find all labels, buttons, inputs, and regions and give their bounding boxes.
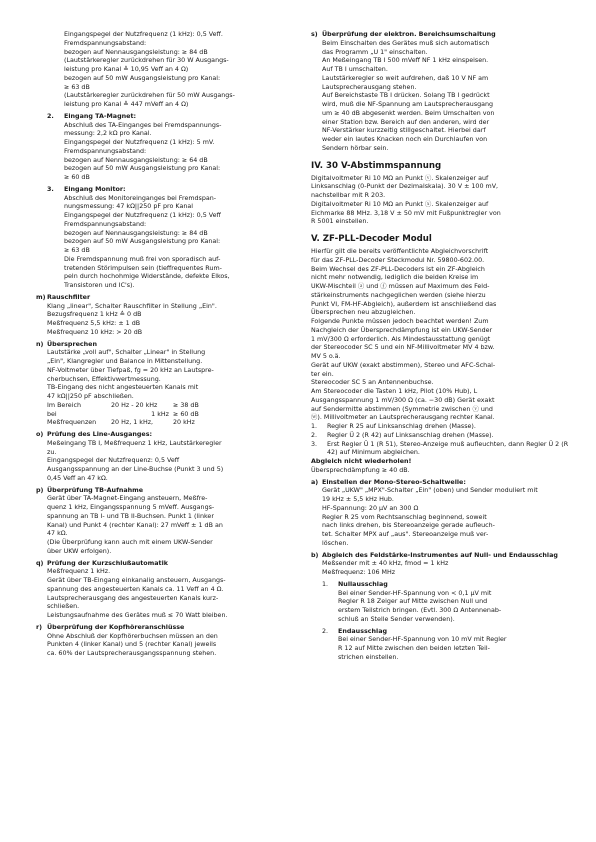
text-line: Meßfrequenz 10 kHz: > 20 dB [47, 328, 143, 336]
text-line: einer Station bzw. Bereich auf den anderen, wird der [322, 118, 490, 126]
sub-item-nullausschlag [322, 581, 573, 625]
section-letter: s) [311, 31, 318, 38]
table-cell: 1 kHz [151, 410, 169, 418]
text-line: Fremdspannungsabstand: [64, 147, 147, 155]
text-line: auf Sendermitte abstimmen (Symmetrie zwischen ⓥ und [311, 405, 493, 413]
text-line: Punkten 4 (linker Kanal) und 5 (rechter Kanal) jeweils [47, 641, 217, 649]
text-line: nach links drehen, bis Stereoanzeige gerade aufleuch- [322, 522, 495, 530]
text-line: peln durch hochohmige Widerstände, defekte Elkos, [64, 273, 230, 281]
section-number: 2. [47, 112, 54, 120]
step-text: Erst Regler Ü 1 (R 51), Stereo-Anzeige muß aufleuchten, dann Regler Ü 2 (R 42) auf Minimum abgleichen. [327, 440, 569, 457]
text-line: Übersprechdämpfung ≥ 40 dB. [311, 466, 410, 474]
text-line: Die Fremdspannung muß frei von sporadisch auf- [64, 255, 221, 263]
section-title: Überprüfung der Kopfhöreranschlüsse [47, 623, 185, 631]
text-line: bezogen auf 50 mW Ausgangsleistung pro Kanal: [64, 238, 221, 246]
section-m-rauschfilter [36, 294, 298, 338]
section-title: Überprüfung TB-Aufnahme [47, 486, 144, 494]
text-line: Ausgangsspannung an der Line-Buchse (Punkt 3 und 5) [47, 466, 224, 473]
text-line: Lautstärkeregler so weit aufdrehen, daß 10 V NF am [322, 74, 489, 82]
text-line: Fremdspannungsabstand: [64, 39, 147, 47]
text-line: Sendern hörbar sein. [322, 144, 389, 152]
section-title: Eingang Monitor: [64, 185, 126, 193]
text-line: Abschluß des TA-Einganges bei Fremdspannungs- [64, 121, 222, 129]
text-line: 47 kΩ||250 pF abschließen. [47, 393, 134, 400]
step-item [311, 441, 573, 459]
text-line: Folgende Punkte müssen jedoch beachtet werden! Zum [311, 318, 489, 325]
table-cell: 20 kHz [173, 419, 195, 427]
section-letter: m) [36, 293, 46, 301]
text-line: ter ein. [311, 370, 334, 378]
text-line: wird, muß die NF-Spannung am Lautsprecherausgang [322, 101, 494, 108]
text-line: UKW-Mischteil ⓐ und ⓕ müssen auf Maximum des Feld- [311, 283, 490, 290]
section-letter: q) [36, 559, 44, 567]
text-line: Regler R 18 Zeiger auf Mitte zwischen Null und [338, 598, 488, 606]
intro-block [36, 31, 298, 110]
text-line: (Lautstärkeregler zurückdrehen für 50 mW Ausgangs- [64, 92, 235, 100]
section-title: Rauschfilter [47, 293, 91, 301]
text-line: Stereocoder SC 5 an Antennenbuchse. [311, 379, 434, 387]
section-v-body [311, 248, 573, 476]
text-line: Eingangspegel der Nutzfrequenz (1 kHz): 5 mV. [64, 139, 215, 146]
text-line: um ≥ 40 dB abgesenkt werden. Beim Umschalten von [322, 109, 495, 117]
section-title: Einstellen der Mono-Stereo-Schaltwelle: [322, 478, 466, 486]
text-line: Abschluß des Monitoreinganges bei Fremdspan- [64, 194, 217, 202]
text-line: R 12 auf Mitte zwischen den beiden letzten Teil- [338, 645, 490, 652]
text-line: Linksanschlag (0-Punkt der Dezimalskala). 30 V ± 100 mV, [311, 183, 499, 191]
sub-item-endausschlag [322, 628, 573, 663]
section-title: Übersprechen [47, 340, 97, 348]
text-line: Punkt VI, FM-HF-Abgleich), außerdem ist anschließend das [311, 300, 497, 308]
step-item [311, 423, 573, 432]
sub-number: 1. [322, 580, 329, 588]
sub-title: Nullausschlag [338, 580, 388, 588]
text-line: Kanal) und Punkt 4 (rechter Kanal): 27 mVeff ± 1 dB an [47, 521, 223, 529]
text-line: Meßfrequenz 1 kHz. [47, 568, 111, 576]
text-line: Meßsender mit ± 40 kHz, fmod = 1 kHz [322, 560, 449, 568]
text-line: Gerät auf UKW (exakt abstimmen), Stereo und AFC-Schal- [311, 361, 496, 369]
left-column [36, 31, 298, 659]
text-line: stärkeinstruments nachgeglichen werden (siehe hierzu [311, 291, 486, 299]
text-line: MV 5 o.ä. [311, 353, 341, 360]
text-line: Transistoren und IC's). [64, 282, 135, 289]
text-line: Eingangspegel der Nutzfrequenz: 0,5 Veff [47, 457, 180, 465]
text-line: messung: 2,2 kΩ pro Kanal. [64, 130, 152, 138]
right-column [311, 31, 573, 663]
text-line: Gerät über TB-Eingang einkanalig ansteuern, Ausgangs- [47, 577, 226, 584]
text-line: das Programm „U 1" einschalten. [322, 48, 428, 56]
sub-number: 2. [322, 627, 329, 635]
text-line: Beim Wechsel des ZF-PLL-Decoders ist ein ZF-Abgleich [311, 265, 485, 273]
section-heading-iv: IV. 30 V-Abstimmspannung [311, 160, 442, 171]
text-line: Gerät „UKW" „MPX"-Schalter „Ein" (oben) und Sender moduliert mit [322, 487, 538, 495]
text-line: Regler R 25 vom Rechtsanschlag beginnend, soweit [322, 513, 487, 521]
text-line: Lautsprecherausgang des angesteuerten Kanals kurz- [47, 594, 219, 602]
text-line: nungsmessung: 47 kΩ||250 pF pro Kanal [64, 203, 194, 211]
sub-title: Endausschlag [338, 627, 388, 635]
text-line: Hierfür gilt die bereits veröffentlichte Abgleichvorschrift [311, 248, 489, 255]
text-line: Fremdspannungsabstand: [64, 220, 147, 228]
text-line: Leistungsaufnahme des Gerätes muß ≤ 70 Watt bleiben. [47, 612, 228, 619]
text-line: Bei einer Sender-HF-Spannung von 10 mV mit Regler [338, 636, 507, 644]
text-line: schließen. [47, 603, 80, 611]
text-line: Eichmarke 88 MHz. 3,18 V ± 50 mV mit Fußpunktregler von [311, 209, 501, 217]
table-cell: 20 Hz, 1 kHz, [111, 419, 154, 427]
table-cell: 20 Hz - 20 kHz [111, 401, 158, 409]
section-title: Überprüfung der elektron. Bereichsumschaltung [322, 31, 496, 38]
text-line: für das ZF-PLL-Decoder Steckmodul Nr. 59800-602.00. [311, 256, 485, 264]
section-s-bereichsumschaltung [311, 31, 573, 154]
section-letter: r) [36, 623, 43, 631]
section-3-monitor [36, 186, 298, 291]
table-row [47, 402, 298, 411]
text-line: erstem Teilstrich bringen. (Evtl. 300 Ω Antennenab- [338, 607, 502, 614]
text-line: ≥ 63 dB [64, 247, 90, 254]
text-line: bezogen auf Nennausgangsleistung: ≥ 84 dB [64, 48, 208, 56]
section-2-ta-magnet [36, 113, 298, 183]
section-letter: p) [36, 486, 44, 494]
text-line: ⓦ). Millivoltmeter an Lautsprecherausgang rechter Kanal. [311, 414, 495, 422]
text-line: ≥ 60 dB [64, 174, 90, 181]
text-line: R 5001 einstellen. [311, 218, 369, 226]
text-line: weder ein lautes Knacken noch ein Durchlaufen von [322, 136, 488, 143]
text-line: ca. 60% der Lautsprecherausgangsspannung stehen. [47, 650, 217, 657]
text-line: bezogen auf Nennausgangsleistung: ≥ 64 dB [64, 156, 208, 164]
section-title: Prüfung der Kurzschlußautomatik [47, 559, 168, 567]
text-line: Beim Einschalten des Gerätes muß sich automatisch [322, 39, 490, 47]
text-line: Ohne Abschluß der Kopfhörerbuchsen müssen an den [47, 632, 218, 640]
section-q-kurzschluss [36, 560, 298, 621]
text-line: 1 mV/300 Ω erforderlich. Als Mindestausstattung genügt [311, 335, 491, 343]
text-line: spannung des angesteuerten Kanals ca. 11 Veff an 4 Ω. [47, 585, 224, 593]
text-line: Meßfrequenz: 106 MHz [322, 569, 396, 576]
text-line: bezogen auf Nennausgangsleistung: ≥ 84 dB [64, 229, 208, 237]
text-line: NF-Verstärker kurzzeitig stillgeschaltet. Hierbei darf [322, 127, 486, 135]
text-line: HF-Spannung: 20 μV an 300 Ω [322, 504, 419, 512]
text-line: ≥ 63 dB [64, 83, 90, 91]
text-line: Klang „linear", Schalter Rauschfilter in Stellung „Ein". [47, 302, 217, 310]
text-line: NF-Voltmeter über Tiefpaß, fg = 20 kHz an Lautspre- [47, 366, 214, 374]
text-line: Eingangspegel der Nutzfrequenz (1 kHz): 0,5 Veff. [64, 31, 223, 38]
text-line: schluß an Stelle Sender verwenden). [338, 615, 455, 623]
text-line: über UKW erfolgen). [47, 547, 112, 555]
section-n-uebersprechen [36, 341, 298, 429]
text-line: der Stereocoder SC 5 und ein NF-Millivoltmeter MV 4 bzw. [311, 344, 495, 352]
text-line: Am Stereocoder die Tasten 1 kHz, Pilot (10% Hub), L [311, 388, 478, 395]
text-line: löschen. [322, 539, 349, 547]
text-line: Meßeingang TB I, Meßfrequenz 1 kHz, Lautstärkeregler [47, 439, 222, 447]
text-line: Digitalvoltmeter Ri 10 MΩ an Punkt ⓥ. Skalenzeiger auf [311, 174, 489, 182]
text-line: Digitalvoltmeter Ri 10 MΩ an Punkt ⓧ. Skalenzeiger auf [311, 200, 489, 208]
text-line: „Ein", Klangregler und Balance in Mittenstellung. [47, 358, 203, 365]
text-line: 47 kΩ. [47, 530, 68, 538]
section-number: 3. [47, 185, 54, 193]
section-va-mono-stereo [311, 479, 573, 549]
text-line: bezogen auf 50 mW Ausgangsleistung pro Kanal: [64, 74, 221, 82]
step-item [311, 432, 573, 441]
text-line: TB-Eingang des nicht angesteuerten Kanals mit [47, 384, 199, 392]
text-line: (Lautstärkeregler zurückdrehen für 30 W Ausgangs- [64, 57, 229, 65]
step-number: 1. [311, 423, 318, 430]
text-line: Meßfrequenz 5,5 kHz: ± 1 dB [47, 320, 141, 327]
table-row [47, 411, 298, 420]
table-cell: Im Bereich [47, 401, 81, 409]
section-r-kopfhoerer [36, 624, 298, 659]
text-line: nicht mehr notwendig, lediglich die beiden Kreise im [311, 274, 479, 282]
text-line: 19 kHz ± 5,5 kHz Hub. [322, 496, 394, 503]
section-letter: n) [36, 340, 44, 348]
text-line: Lautsprecherausgang stehen. [322, 83, 417, 91]
text-line: bezogen auf 50 mW Ausgangsleistung pro Kanal: [64, 165, 221, 173]
section-vb-feldstaerke [311, 552, 573, 663]
section-heading-v: V. ZF-PLL-Decoder Modul [311, 234, 432, 244]
text-line: quenz 1 kHz, Eingangsspannung 5 mVeff. Ausgangs- [47, 504, 215, 511]
section-letter: b) [311, 551, 319, 559]
step-number: 3. [311, 440, 318, 448]
section-title: Abgleich des Feldstärke-Instrumentes auf Null- und Endausschlag [322, 551, 558, 559]
table-row [47, 419, 298, 428]
text-line: An Meßeingang TB I 500 mVeff NF 1 kHz einspeisen. [322, 57, 489, 65]
text-line: spannung an TB I- und TB II-Buchsen. Punkt 1 (linker [47, 512, 214, 520]
section-p-tb-aufnahme [36, 487, 298, 557]
section-title: Prüfung des Line-Ausganges: [47, 431, 153, 438]
text-line: tretenden Störimpulsen sein (tieffrequentes Rum- [64, 264, 222, 272]
note-title: Abgleich nicht wiederholen! [311, 458, 412, 465]
text-line: Eingangspegel der Nutzfrequenz (1 kHz): 0,5 Veff [64, 212, 221, 219]
section-letter: o) [36, 431, 44, 438]
step-text: Regler Ü 2 (R 42) auf Linksanschlag drehen (Masse). [327, 431, 494, 439]
table-cell: ≥ 60 dB [173, 410, 199, 418]
table-cell: ≥ 38 dB [173, 401, 199, 409]
section-letter: a) [311, 478, 319, 486]
text-line: leistung pro Kanal ≙ 447 mVeff an 4 Ω) [64, 101, 189, 108]
text-line: Gerät über TA-Magnet-Eingang ansteuern, Meßfre- [47, 495, 208, 503]
section-iv-body [311, 175, 573, 228]
text-line: Bezugsfrequenz 1 kHz ≙ 0 dB [47, 311, 142, 319]
text-line: Ausgangsspannung 1 mV/300 Ω (ca. −30 dB) Gerät exakt [311, 396, 495, 404]
text-line: tet. Schalter MPX auf „aus". Stereoanzeige muß ver- [322, 531, 489, 538]
text-line: leistung pro Kanal ≙ 10,95 Veff an 4 Ω) [64, 66, 189, 73]
step-text: Regler R 25 auf Linksanschlag drehen (Masse). [327, 423, 476, 430]
text-line: 0,45 Veff an 47 kΩ. [47, 474, 108, 482]
text-line: Nachgleich der Übersprechdämpfung ist ein UKW-Sender [311, 326, 493, 334]
text-line: (Die Überprüfung kann auch mit einem UKW-Sender [47, 539, 213, 546]
section-o-line-ausgang [36, 431, 298, 484]
text-line: zu. [47, 448, 57, 456]
text-line: strichen einstellen. [338, 653, 399, 661]
step-number: 2. [311, 431, 318, 439]
text-line: Bei einer Sender-HF-Spannung von < 0,1 μV mit [338, 589, 492, 597]
text-line: nachstellbar mit R 203. [311, 192, 386, 199]
section-title: Eingang TA-Magnet: [64, 112, 137, 120]
text-line: cherbuchsen, Effektivwertmessung. [47, 375, 161, 383]
text-line: Auf Bereichstaste TB I drücken. Solang TB I gedrückt [322, 92, 490, 100]
text-line: Übersprechen neu abzugleichen. [311, 309, 416, 317]
text-line: Auf TB I umschalten. [322, 66, 388, 73]
table-cell: Meßfrequenzen [47, 419, 97, 427]
table-cell: bei [47, 410, 57, 418]
text-line: Lautstärke „voll auf", Schalter „Linear" in Stellung [47, 349, 206, 357]
